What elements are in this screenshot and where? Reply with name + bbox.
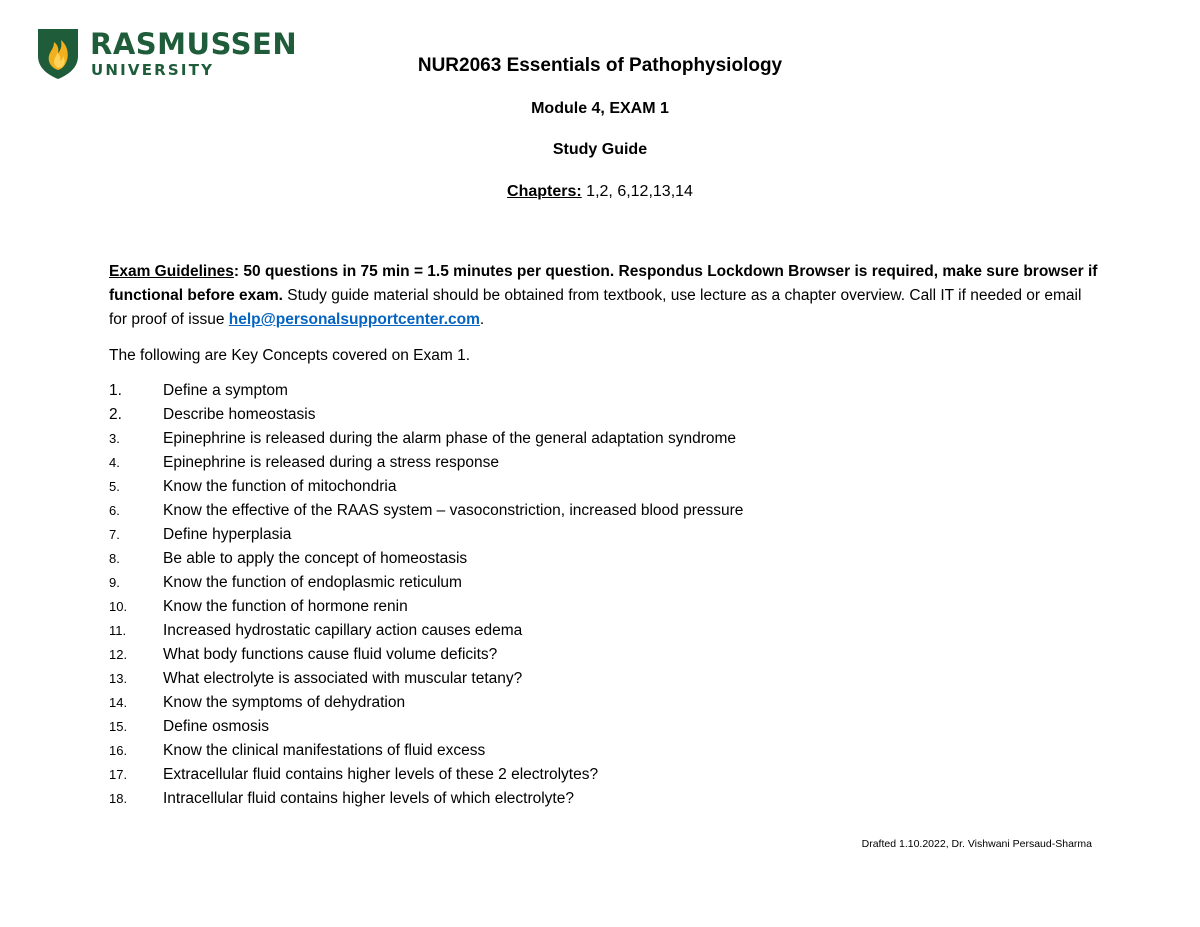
item-number: 2. [109, 406, 122, 423]
item-text: Epinephrine is released during a stress response [163, 454, 500, 471]
item-number: 17. [109, 767, 128, 782]
item-text: Know the function of endoplasmic reticulum [163, 574, 462, 591]
item-number: 9. [109, 575, 120, 590]
item-number: 13. [109, 671, 128, 686]
university-logo [36, 26, 298, 82]
item-number: 6. [109, 503, 120, 518]
list-item [109, 667, 1089, 691]
item-text: Extracellular fluid contains higher levels of these 2 electrolytes? [163, 766, 599, 783]
list-item [109, 403, 1089, 427]
item-text: What body functions cause fluid volume deficits? [163, 646, 498, 663]
list-item [109, 763, 1089, 787]
guidelines-label: Exam Guidelines [109, 263, 234, 280]
list-item [109, 595, 1089, 619]
item-text: Know the function of hormone renin [163, 598, 408, 615]
list-item [109, 739, 1089, 763]
item-text: Describe homeostasis [163, 406, 316, 423]
list-item [109, 643, 1089, 667]
item-number: 15. [109, 719, 128, 734]
item-number: 14. [109, 695, 128, 710]
item-number: 1. [109, 382, 122, 399]
list-item [109, 475, 1089, 499]
item-number: 3. [109, 431, 120, 446]
item-number: 4. [109, 455, 120, 470]
guidelines-end: . [479, 311, 485, 328]
list-item [109, 379, 1089, 403]
key-concepts-list [109, 379, 1089, 811]
list-item [109, 571, 1089, 595]
list-item [109, 715, 1089, 739]
item-text: Increased hydrostatic capillary action causes edema [163, 622, 523, 639]
item-number: 11. [109, 623, 127, 638]
list-item [109, 499, 1089, 523]
page-title: NUR2063 Essentials of Pathophysiology [417, 55, 783, 76]
item-number: 5. [109, 479, 120, 494]
flame-shield-icon [36, 26, 80, 80]
item-text: Know the effective of the RAAS system – vasoconstriction, increased blood pressure [163, 502, 744, 519]
guidelines-text: Study guide material should be obtained from textbook, use lecture as a chapter overview. Call IT if needed or email for proof of issue [109, 287, 1082, 328]
item-number: 18. [109, 791, 128, 806]
list-item [109, 787, 1089, 811]
support-email-link[interactable]: help@personalsupportcenter.com [228, 311, 480, 328]
chapters-label: Chapters: [507, 183, 582, 200]
item-number: 12. [109, 647, 128, 662]
logo-subtitle: UNIVERSITY [91, 61, 215, 79]
module-heading: Module 4, EXAM 1 [531, 100, 669, 117]
item-text: Intracellular fluid contains higher levels of which electrolyte? [163, 790, 574, 807]
item-number: 16. [109, 743, 128, 758]
study-guide-heading: Study Guide [552, 141, 648, 158]
list-item [109, 691, 1089, 715]
item-text: Know the symptoms of dehydration [163, 694, 406, 711]
list-item [109, 523, 1089, 547]
list-item [109, 547, 1089, 571]
chapters-line [300, 183, 900, 201]
item-number: 7. [109, 527, 120, 542]
list-item [109, 427, 1089, 451]
item-text: Know the clinical manifestations of fluid excess [163, 742, 486, 759]
chapters-value: 1,2, 6,12,13,14 [581, 183, 693, 200]
footer-drafted-note: Drafted 1.10.2022, Dr. Vishwani Persaud-Sharma [861, 838, 1092, 850]
guidelines-bold-text: 50 questions in 75 min = 1.5 minutes per question. Respondus Lockdown Browser is required, make sure browser if functional before exam. [109, 263, 1098, 304]
item-text: Define osmosis [163, 718, 269, 735]
list-item [109, 451, 1089, 475]
exam-guidelines [109, 260, 1099, 332]
item-number: 10. [109, 599, 128, 614]
key-concepts-intro: The following are Key Concepts covered on Exam 1. [109, 347, 470, 364]
item-text: Be able to apply the concept of homeostasis [163, 550, 468, 567]
item-text: What electrolyte is associated with muscular tetany? [163, 670, 523, 687]
item-text: Know the function of mitochondria [163, 478, 397, 495]
guidelines-colon: : [233, 263, 240, 280]
item-number: 8. [109, 551, 120, 566]
item-text: Define hyperplasia [163, 526, 292, 543]
logo-name: RASMUSSEN [90, 27, 298, 61]
item-text: Epinephrine is released during the alarm phase of the general adaptation syndrome [163, 430, 737, 447]
item-text: Define a symptom [163, 382, 288, 399]
list-item [109, 619, 1089, 643]
